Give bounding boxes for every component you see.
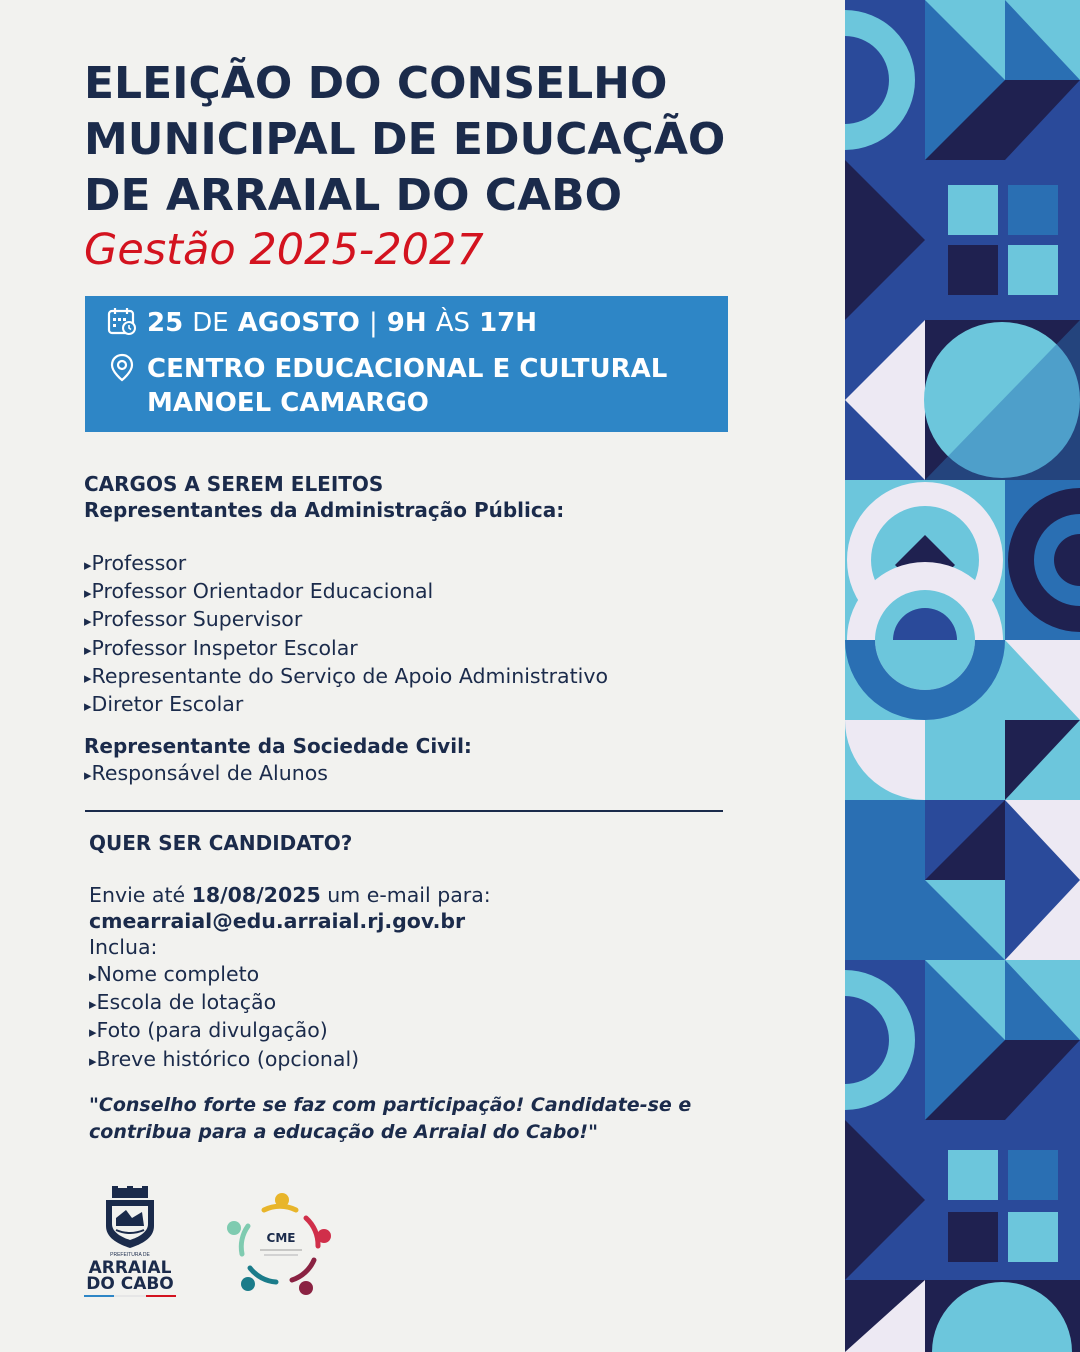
list-item: ▸ Foto (para divulgação) [89,1017,359,1045]
positions-section [84,471,564,523]
candidate-instructions [89,882,491,960]
include-items-list [89,961,359,1074]
list-item: ▸ Representante do Serviço de Apoio Administrativo [84,663,608,691]
event-info-box [85,296,728,432]
title-line-3: DE ARRAIAL DO CABO [84,170,623,221]
event-time-start: 9H [386,308,427,338]
event-separator: | [368,308,378,338]
event-month: AGOSTO [237,308,360,338]
send-line [89,882,491,908]
deadline-date: 18/08/2025 [191,883,321,907]
event-location-line-2: MANOEL CAMARGO [147,388,429,418]
calendar-icon [107,306,137,336]
closing-quote [89,1092,691,1146]
event-day: 25 [147,308,184,338]
event-location-row [107,352,667,420]
title-line-1: ELEIÇÃO DO CONSELHO [84,58,668,109]
cme-logo [224,1188,336,1300]
prefeitura-arraial-logo [82,1186,178,1301]
list-item: ▸ Professor Inspetor Escolar [84,635,608,663]
event-location-line-1: CENTRO EDUCACIONAL E CULTURAL [147,354,668,384]
title-line-2: MUNICIPAL DE EDUCAÇÃO [84,114,726,165]
contact-email[interactable]: cmearraial@edu.arraial.rj.gov.br [89,909,466,933]
event-location [147,352,667,420]
send-pre: Envie até [89,883,186,907]
list-item: ▸ Escola de lotação [89,989,359,1017]
list-item: ▸ Diretor Escolar [84,691,608,719]
event-time-mid: ÀS [435,308,471,338]
civil-positions-list [84,760,328,788]
list-item: ▸ Professor Orientador Educacional [84,578,608,606]
section-divider [85,810,723,812]
send-post: um e-mail para: [327,883,491,907]
decorative-geometric-pattern [845,0,1080,1352]
admin-positions-list [84,550,608,719]
subtitle-term: Gestão 2025-2027 [84,225,484,275]
list-item: ▸ Breve histórico (opcional) [89,1046,359,1074]
cme-label: CME [266,1231,296,1245]
list-item: ▸ Responsável de Alunos [84,760,328,788]
list-item: ▸ Nome completo [89,961,359,989]
civil-heading: Representante da Sociedade Civil: [84,734,472,758]
event-date-text [147,306,537,340]
positions-heading: CARGOS A SEREM ELEITOS [84,472,384,496]
candidate-heading: QUER SER CANDIDATO? [89,831,353,855]
quote-line-2: contribua para a educação de Arraial do Cabo!" [89,1121,598,1143]
quote-line-1: "Conselho forte se faz com participação! Candidate-se e [89,1094,692,1116]
prefeitura-line-1: ARRAIAL [88,1258,172,1278]
event-month-pre: DE [192,308,229,338]
crest-icon [106,1186,154,1248]
list-item: ▸ Professor [84,550,608,578]
include-label: Inclua: [89,935,158,959]
admin-heading: Representantes da Administração Pública: [84,498,565,522]
list-item: ▸ Professor Supervisor [84,606,608,634]
prefeitura-small-text: PREFEITURA DE [110,1252,150,1258]
prefeitura-line-2: DO CABO [86,1274,174,1294]
event-date-row [107,306,537,340]
location-pin-icon [107,352,137,382]
event-time-end: 17H [479,308,538,338]
